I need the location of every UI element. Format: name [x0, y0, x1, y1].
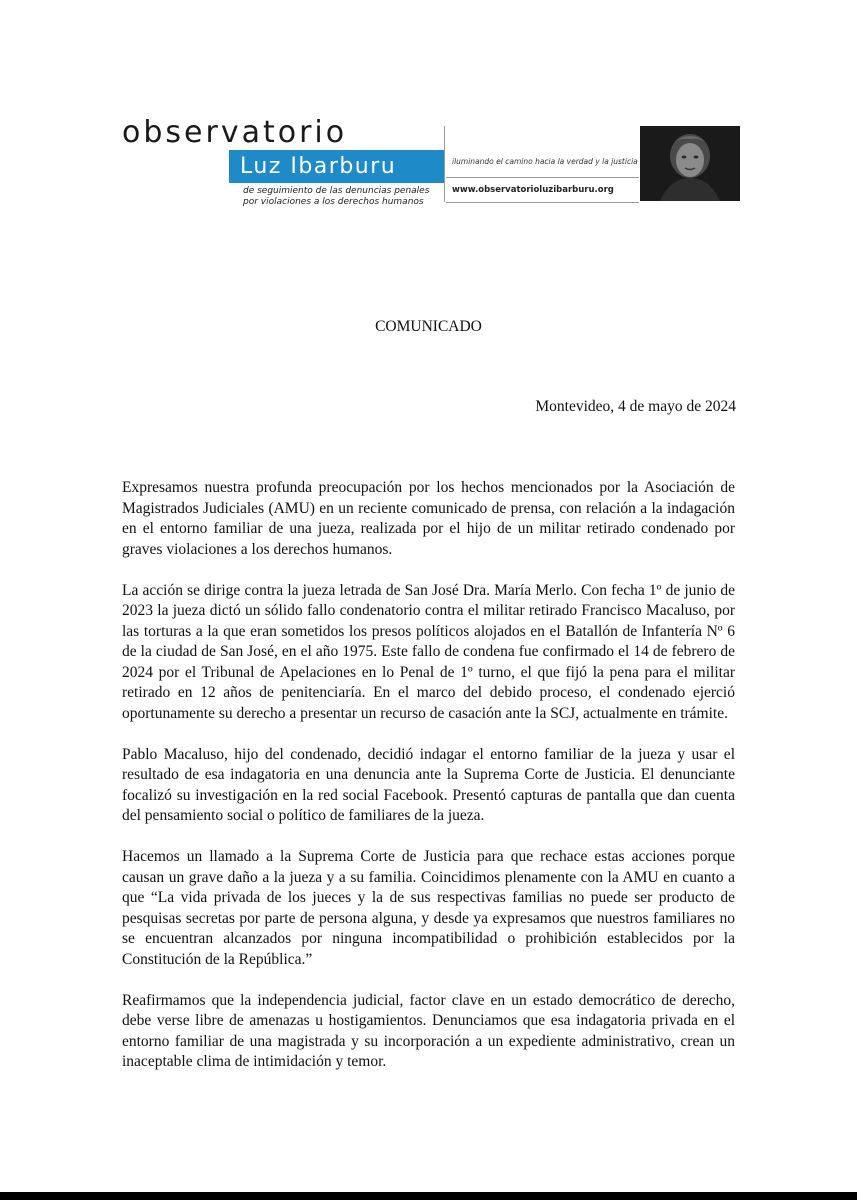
- paragraph-3: Pablo Macaluso, hijo del condenado, decidió indagar el entorno familiar de la jueza y usar el resultado de esa indagatoria en una denuncia ante la Suprema Corte de Justicia. El denunciante focalizó su investigación en la red social Facebook. Presentó capturas de pantalla que dan cuenta del pensamiento social o político de familiares de la jueza.: [122, 745, 735, 824]
- document-title: COMUNICADO: [375, 318, 482, 335]
- org-subtitle: [243, 186, 429, 208]
- document-body: [122, 478, 735, 1093]
- org-wordmark: observatorio: [122, 115, 348, 150]
- portrait-photo: [640, 126, 740, 201]
- org-name: Luz Ibarburu: [240, 154, 397, 179]
- portrait-photo-graphic: [640, 126, 740, 201]
- bottom-bar: [0, 1192, 857, 1200]
- paragraph-5: Reafirmamos que la independencia judicial, factor clave en un estado democrático de derecho, debe verse libre de amenazas u hostigamientos. Denunciamos que esa indagatoria privada en el entorno familiar de una magistrada y su incorporación a un expediente administrativo, crean un inaceptable clima de intimidación y temor.: [122, 991, 735, 1070]
- org-slogan: iluminando el camino hacia la verdad y la justicia: [452, 157, 638, 166]
- paragraph-4: Hacemos un llamado a la Suprema Corte de Justicia para que rechace estas acciones porque causan un grave daño a la jueza y a su familia. Coincidimos plenamente con la AMU en cuanto a que “La vida privada de los jueces y la de sus respectivas familias no puede ser producto de pesquisas secretas por parte de persona alguna, y desde ya expresamos que nuestros familiares no se encuentran alcanzados por ninguna incompatibilidad o prohibición establecidos por la Constitución de la República.”: [122, 848, 735, 968]
- letterhead-divider: [444, 126, 445, 202]
- paragraph-2: La acción se dirige contra la jueza letrada de San José Dra. María Merlo. Con fecha 1º de junio de 2023 la jueza dictó un sólido fallo condenatorio contra el militar retirado Francisco Macaluso, por las torturas a la que eran sometidos los presos políticos alojados en el Batallón de Infantería Nº 6 de la ciudad de San José, en el año 1975. Este fallo de condena fue confirmado el 14 de febrero de 2024 por el Tribunal de Apelaciones en lo Penal de 1º turno, el que fijó la pena para el militar retirado en 12 años de penitenciaría. En el marco del debido proceso, el condenado ejerció oportunamente su derecho a presentar un recurso de casación ante la SCJ, actualmente en trámite.: [122, 581, 735, 722]
- document-date: Montevideo, 4 de mayo de 2024: [535, 398, 736, 415]
- org-subtitle-line1: de seguimiento de las denuncias penales: [243, 186, 430, 196]
- org-website: www.observatorioluzibarburu.org: [452, 185, 614, 195]
- paragraph-1: Expresamos nuestra profunda preocupación por los hechos mencionados por la Asociación de Magistrados Judiciales (AMU) en un reciente comunicado de prensa, con relación a la indagación en el entorno familiar de una jueza, realizada por el hijo de un militar retirado condenado por graves violaciones a los derechos humanos.: [122, 479, 735, 558]
- org-subtitle-line2: por violaciones a los derechos humanos: [243, 197, 424, 207]
